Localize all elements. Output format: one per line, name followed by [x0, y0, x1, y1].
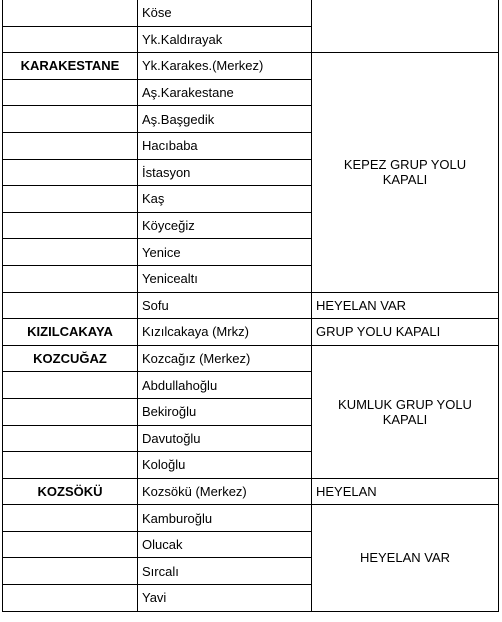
village-cell: Sofu — [138, 292, 312, 319]
road-status-cell: GRUP YOLU KAPALI — [312, 319, 499, 346]
table-row — [3, 478, 499, 505]
table-row — [3, 345, 499, 372]
road-status-cell: HEYELAN — [312, 478, 499, 505]
district-cell — [3, 159, 138, 186]
village-cell: Kozcağız (Merkez) — [138, 345, 312, 372]
village-cell: Köyceğiz — [138, 212, 312, 239]
district-cell — [3, 132, 138, 159]
table-row — [3, 292, 499, 319]
district-cell — [3, 212, 138, 239]
district-cell — [3, 505, 138, 532]
road-status-cell — [312, 0, 499, 53]
village-cell: Aş.Başgedik — [138, 106, 312, 133]
district-cell — [3, 239, 138, 266]
district-cell — [3, 425, 138, 452]
road-status-table — [2, 0, 499, 612]
road-status-cell: HEYELAN VAR — [312, 505, 499, 611]
village-cell: Yavi — [138, 585, 312, 612]
district-cell — [3, 79, 138, 106]
village-cell: Sırcalı — [138, 558, 312, 585]
village-cell: Yenice — [138, 239, 312, 266]
village-cell: Bekiroğlu — [138, 398, 312, 425]
district-cell — [3, 0, 138, 26]
village-cell: Kamburoğlu — [138, 505, 312, 532]
district-cell: KIZILCAKAYA — [3, 319, 138, 346]
table-row — [3, 505, 499, 532]
district-cell — [3, 585, 138, 612]
village-cell: İstasyon — [138, 159, 312, 186]
district-cell — [3, 106, 138, 133]
village-cell: Köse — [138, 0, 312, 26]
district-cell: KOZCUĞAZ — [3, 345, 138, 372]
table-row — [3, 319, 499, 346]
district-cell — [3, 452, 138, 479]
village-cell: Abdullahoğlu — [138, 372, 312, 399]
district-cell — [3, 558, 138, 585]
district-cell — [3, 186, 138, 213]
district-cell — [3, 372, 138, 399]
district-cell — [3, 26, 138, 53]
village-cell: Aş.Karakestane — [138, 79, 312, 106]
table-body — [3, 0, 499, 611]
district-cell — [3, 398, 138, 425]
road-status-cell: KUMLUK GRUP YOLU KAPALI — [312, 345, 499, 478]
district-cell — [3, 265, 138, 292]
table-row — [3, 53, 499, 80]
road-status-cell: KEPEZ GRUP YOLU KAPALI — [312, 53, 499, 292]
district-cell — [3, 292, 138, 319]
village-cell: Yenicealtı — [138, 265, 312, 292]
road-status-cell: HEYELAN VAR — [312, 292, 499, 319]
village-cell: Kaş — [138, 186, 312, 213]
table-row — [3, 0, 499, 26]
village-cell: Hacıbaba — [138, 132, 312, 159]
district-cell: KOZSÖKÜ — [3, 478, 138, 505]
district-cell — [3, 531, 138, 558]
village-cell: Yk.Kaldırayak — [138, 26, 312, 53]
village-cell: Koloğlu — [138, 452, 312, 479]
village-cell: Kozsökü (Merkez) — [138, 478, 312, 505]
village-cell: Yk.Karakes.(Merkez) — [138, 53, 312, 80]
village-cell: Kızılcakaya (Mrkz) — [138, 319, 312, 346]
village-cell: Olucak — [138, 531, 312, 558]
district-cell: KARAKESTANE — [3, 53, 138, 80]
village-cell: Davutoğlu — [138, 425, 312, 452]
